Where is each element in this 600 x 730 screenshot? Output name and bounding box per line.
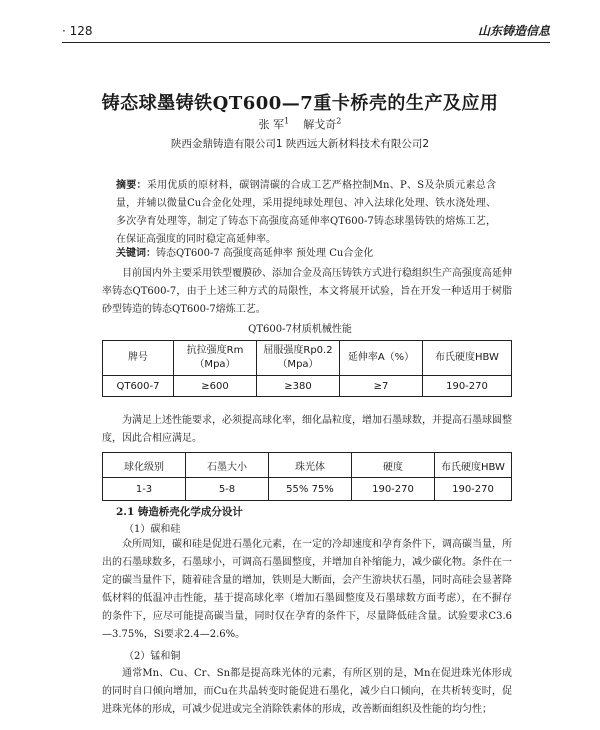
microstructure-table: [102, 452, 512, 501]
table-cell: 190-270: [352, 478, 435, 501]
subsection-heading: （1）碳和硅: [124, 524, 181, 535]
table-header-row: [103, 341, 512, 376]
table-header: 延伸率A（%）: [340, 341, 423, 376]
table-header: 屈服强度Rp0.2 （Mpa）: [257, 341, 340, 376]
page-number: · 128: [62, 24, 93, 38]
table-cell: ≥380: [257, 376, 340, 397]
table-cell: 55% 75%: [269, 478, 352, 501]
table-header: 布氏硬度HBW: [423, 341, 512, 376]
table-cell: 190-270: [423, 376, 512, 397]
table-row: [103, 376, 512, 397]
author-2: 解戈奇: [303, 118, 337, 131]
abstract: [116, 177, 496, 249]
manganese-copper-paragraph: 通常Mn、Cu、Cr、Sn都是提高珠光体的元素，有所区别的是，Mn在促进珠光体形成的同时自口倾向增加，而Cu在共晶转变时能促进石墨化，减少白口倾向，在共析转变时，促进珠光体的形成，可减少促进或完全消除铁素体的形成，改善断面组织及性能的均匀性；: [102, 668, 512, 715]
intro-paragraph: 目前国内外主要采用铁型覆膜砂、添加合金及高压铸铁方式进行稳组织生产高强度高延伸率铸态QT600-7，由于上述三种方式的局限性，本文将展开试验，旨在开发一种适用于树脂砂型铸造的铸态QT600-7熔炼工艺。: [102, 268, 512, 315]
table-header: 硬度: [352, 453, 435, 478]
table-cell: ≥7: [340, 376, 423, 397]
table-row: [103, 478, 512, 501]
journal-name: 山东铸造信息: [477, 24, 550, 38]
keywords-label: 关键词：: [116, 248, 156, 259]
table-header: 珠光体: [269, 453, 352, 478]
table-header: 布氏硬度HBW: [435, 453, 512, 478]
author-1: 张 军: [258, 118, 285, 131]
section-heading: 2.1 铸造桥壳化学成分设计: [116, 506, 243, 518]
table-cell: 1-3: [103, 478, 186, 501]
table-header: 球化级别: [103, 453, 186, 478]
carbon-silicon-paragraph: 众所周知，碳和硅是促进石墨化元素，在一定的冷却速度和孕育条件下，调高碳当量，所出的石墨球数多，石墨球小，可调高石墨圆整度，并增加自补缩能力，减少碳化物。条件在一定的碳当量件下，随着硅含量的增加，铁则是大断面，会产生游块状石墨，同时高硅会显著降低材料的低温冲击性能，基于提高球化率（增加石墨圆整度及石墨球数方面考虑），在不摒存的条件下，应尽可能提高碳当量，同时仅在孕育的条件下，尽量降低硅含量。试验要求C3.6—3.75%，Si要求2.4—2.6%。: [102, 539, 512, 640]
table-cell: ≥600: [174, 376, 257, 397]
keywords: [116, 245, 496, 263]
article-title: 铸态球墨铸铁QT600—7重卡桥壳的生产及应用: [101, 93, 499, 114]
requirement-paragraph: 为满足上述性能要求，必须提高球化率，细化晶粒度，增加石墨球数，并提高石墨球圆整度，因此合相应满足。: [102, 415, 512, 444]
table-cell: 190-270: [435, 478, 512, 501]
subsection-heading: （2）锰和铜: [124, 651, 181, 662]
mechanical-properties-table: [102, 340, 512, 397]
abstract-text: 采用优质的原材料，碳钢清碳的合成工艺严格控制Mn、P、S及杂质元素总含量，并辅以微量Cu合金化处理，采用提纯球处理包、冲入法球化处理、铁水浇处理、多次孕育处理等，制定了铸态下高强度高延伸率QT600-7铸态球墨铸铁的熔炼工艺，在保证高强度的同时稳定高延伸率。: [116, 180, 496, 245]
running-header: [62, 20, 550, 43]
table1-caption: QT600-7材质机械性能: [248, 324, 352, 335]
author-2-mark: 2: [336, 116, 342, 126]
author-line: [0, 116, 600, 132]
table-cell: QT600-7: [103, 376, 174, 397]
table-cell: 5-8: [186, 478, 269, 501]
table-header: 牌号: [103, 341, 174, 376]
table-header-row: [103, 453, 512, 478]
author-1-mark: 1: [284, 116, 290, 126]
affiliation-line: 陕西金鼎铸造有限公司1 陕西远大新材料技术有限公司2: [170, 138, 430, 150]
abstract-label: 摘要：: [116, 180, 147, 191]
keywords-text: 铸态QT600-7 高强度高延伸率 预处理 Cu合金化: [156, 248, 374, 259]
table-header: 石墨大小: [186, 453, 269, 478]
table-header: 抗拉强度Rm （Mpa）: [174, 341, 257, 376]
